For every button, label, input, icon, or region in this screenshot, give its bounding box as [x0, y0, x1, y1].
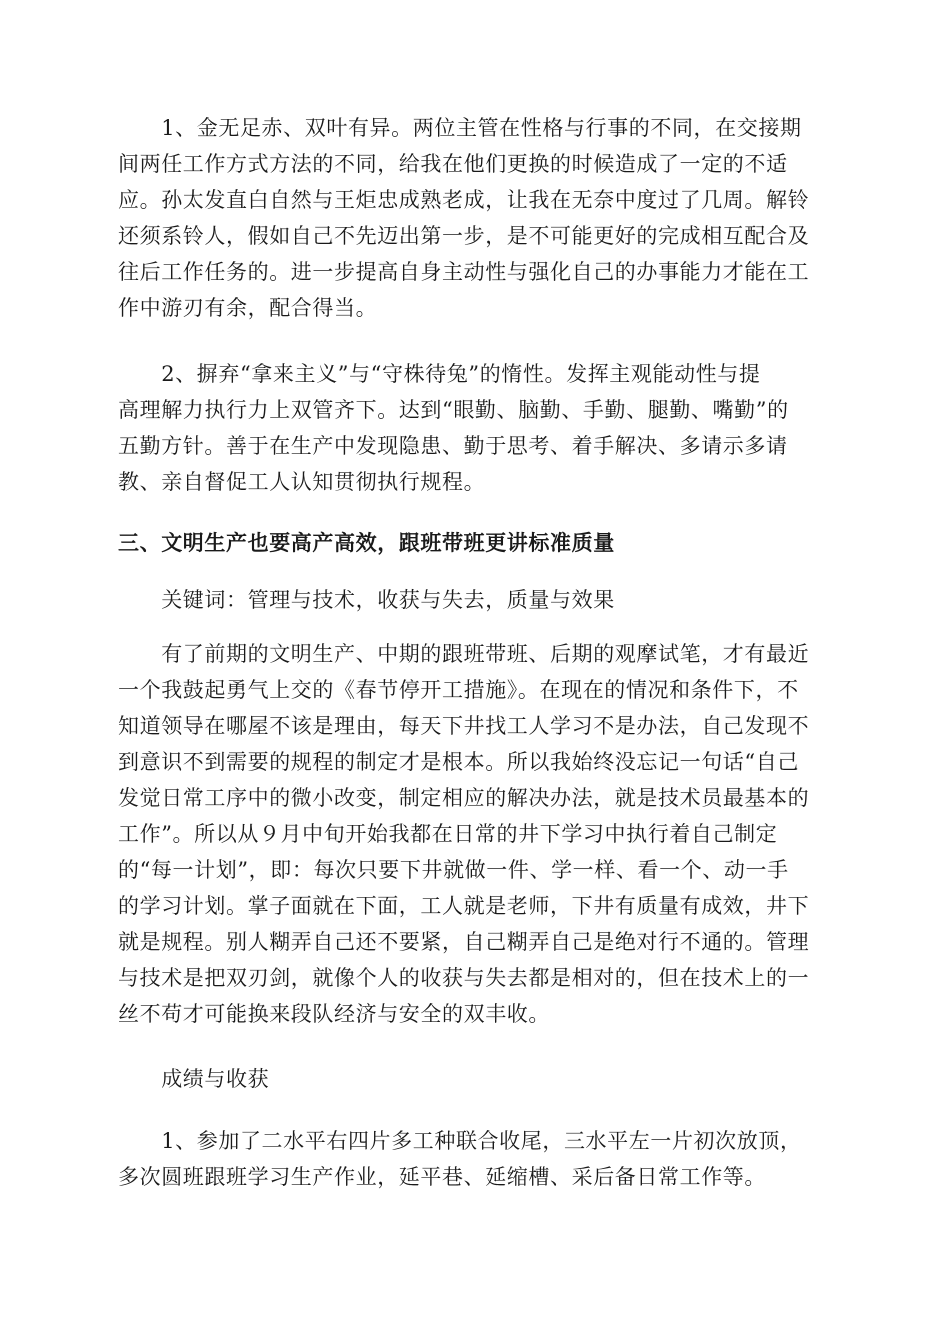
text-line: 知道领导在哪屋不该是理由，每天下井找工人学习不是办法，自己发现不: [118, 714, 810, 738]
text-line: 到意识不到需要的规程的制定才是根本。所以我始终没忘记一句话“自己: [118, 750, 799, 774]
text-line: 应。孙太发直白自然与王炬忠成熟老成，让我在无奈中度过了几周。解铃: [118, 188, 810, 212]
text-line: 2、摒弃“拿来主义”与“守株待兔”的惰性。发挥主观能动性与提: [118, 362, 761, 386]
text-line: 1、参加了二水平右四片多工种联合收尾，三水平左一片初次放顶，: [118, 1129, 802, 1153]
text-line: 往后工作任务的。进一步提高自身主动性与强化自己的办事能力才能在工: [118, 260, 810, 284]
text-line: 作中游刃有余，配合得当。: [118, 296, 378, 320]
text-line: 教、亲自督促工人认知贯彻执行规程。: [118, 470, 486, 494]
text-line: 1、金无足赤、双叶有异。两位主管在性格与行事的不同，在交接期: [118, 116, 802, 140]
text-line: 多次圆班跟班学习生产作业，延平巷、延缩槽、采后备日常工作等。: [118, 1165, 766, 1189]
text-line: 还须系铃人，假如自己不先迈出第一步，是不可能更好的完成相互配合及: [118, 224, 810, 248]
text-line: 丝不苟才可能换来段队经济与安全的双丰收。: [118, 1002, 550, 1026]
text-line: 的“每一计划”，即：每次只要下井就做一件、学一样、看一个、动一手: [118, 858, 789, 882]
text-line: 一个我鼓起勇气上交的《春节停开工措施》。在现在的情况和条件下，不: [118, 678, 799, 702]
text-line: 的学习计划。掌子面就在下面，工人就是老师，下井有质量有成效，井下: [118, 894, 810, 918]
text-line: 与技术是把双刃剑，就像个人的收获与失去都是相对的，但在技术上的一: [118, 966, 810, 990]
text-line: 高理解力执行力上双管齐下。达到“眼勤、脑勤、手勤、腿勤、嘴勤”的: [118, 398, 789, 422]
text-line: 发觉日常工序中的微小改变，制定相应的解决办法，就是技术员最基本的: [118, 786, 810, 810]
text-line: 间两任工作方式方法的不同，给我在他们更换的时候造成了一定的不适: [118, 152, 788, 176]
section-heading: 三、文明生产也要高产高效，跟班带班更讲标准质量: [118, 530, 615, 555]
text-line: 工作”。所以从９月中旬开始我都在日常的井下学习中执行着自己制定: [118, 822, 778, 846]
text-line: 就是规程。别人糊弄自己还不要紧，自己糊弄自己是绝对行不通的。管理: [118, 930, 810, 954]
text-line: 五勤方针。善于在生产中发现隐患、勤于思考、着手解决、多请示多请: [118, 434, 788, 458]
keywords-line: 关键词：管理与技术，收获与失去，质量与效果: [118, 588, 615, 612]
subsection-title: 成绩与收获: [118, 1067, 270, 1091]
text-line: 有了前期的文明生产、中期的跟班带班、后期的观摩试笔，才有最近: [118, 642, 810, 666]
